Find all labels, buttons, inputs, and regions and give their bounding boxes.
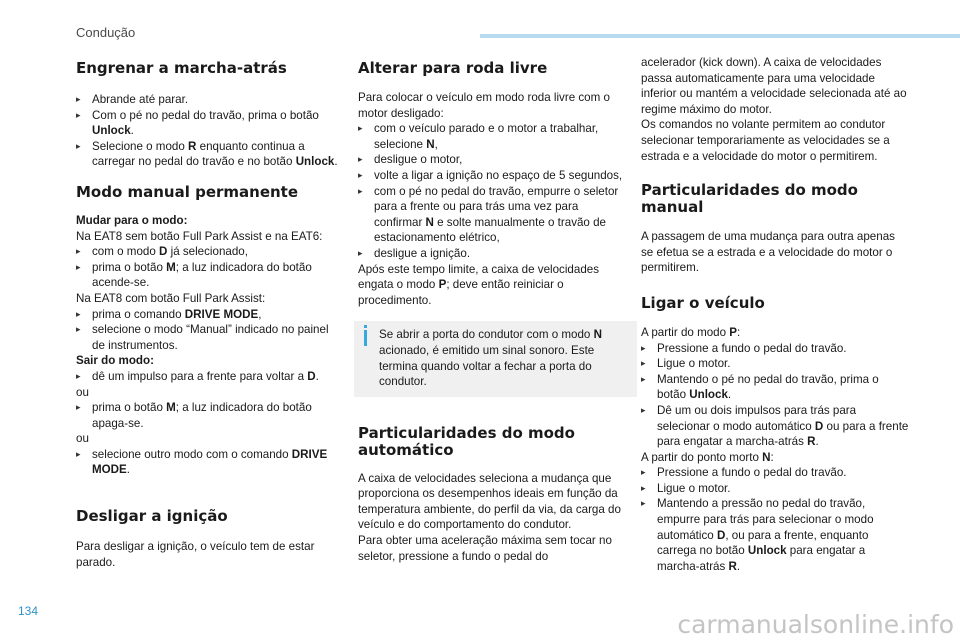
list-item: ▸ selecione outro modo com o comando DRIVE MODE. bbox=[76, 447, 344, 478]
heading-engrenar-marcha-atras: Engrenar a marcha-atrás bbox=[76, 59, 287, 77]
subheading: Mudar para o modo: bbox=[76, 213, 188, 227]
paragraph: Os comandos no volante permitem ao condutor selecionar temporariamente as velocidades se a estrada e a velocidade do motor o permitirem. bbox=[641, 118, 890, 163]
section-header: Condução bbox=[76, 25, 136, 40]
list-item: ▸ volte a ligar a ignição no espaço de 5 segundos, bbox=[358, 168, 626, 184]
heading-alterar-roda-livre: Alterar para roda livre bbox=[358, 59, 548, 77]
list-item: ▸ Dê um ou dois impulsos para trás para selecionar o modo automático D ou para a frente para engatar a marcha-atrás R. bbox=[641, 403, 909, 450]
paragraph: A partir do modo P: bbox=[641, 325, 741, 339]
paragraph: A passagem de uma mudança para outra apenas se efetua se a estrada e a velocidade do motor o permitirem. bbox=[641, 230, 895, 275]
list-item: ▸ Ligue o motor. bbox=[641, 481, 909, 497]
list-item: ▸ Pressione a fundo o pedal do travão. bbox=[641, 465, 909, 481]
list-item: ▸ dê um impulso para a frente para voltar a D. bbox=[76, 369, 344, 385]
list-item: ▸ desligue o motor, bbox=[358, 152, 626, 168]
list-item: ▸ desligue a ignição. bbox=[358, 246, 626, 262]
list-item: ▸ Pressione a fundo o pedal do travão. bbox=[641, 341, 909, 357]
heading-particularidades-modo-automatico: Particularidades do modo automático bbox=[358, 423, 575, 459]
list-item: ▸ Mantendo a pressão no pedal do travão, empurre para trás para selecionar o modo automático D, ou para a frente, enquanto carrega no botão Unlock para engatar a marcha-atrás R. bbox=[641, 496, 909, 574]
info-note-box bbox=[354, 321, 637, 396]
list-item: ▸ prima o botão M; a luz indicadora do botão apaga-se. bbox=[76, 400, 344, 431]
list-item: ▸ Abrande até parar. bbox=[76, 92, 344, 108]
info-icon bbox=[364, 330, 367, 346]
paragraph: ou bbox=[76, 385, 89, 399]
paragraph: Para colocar o veículo em modo roda livre com o motor desligado: bbox=[358, 91, 610, 120]
heading-particularidades-modo-manual: Particularidades do modo manual bbox=[641, 181, 858, 217]
header-rule bbox=[480, 34, 960, 38]
list-item: ▸ Mantendo o pé no pedal do travão, prima o botão Unlock. bbox=[641, 372, 909, 403]
paragraph: Na EAT8 sem botão Full Park Assist e na EAT6: bbox=[76, 229, 323, 243]
list-item: ▸ Selecione o modo R enquanto continua a carregar no pedal do travão e no botão Unlock. bbox=[76, 139, 344, 170]
paragraph: acelerador (kick down). A caixa de velocidades passa automaticamente para uma velocidade inferior ou mantém a velocidade selecionada até ao regime máximo do motor. bbox=[641, 56, 907, 116]
list-item: ▸ com o veículo parado e o motor a trabalhar, selecione N, bbox=[358, 121, 626, 152]
list-item: ▸ com o modo D já selecionado, bbox=[76, 244, 344, 260]
info-note-text: Se abrir a porta do condutor com o modo N acionado, é emitido um sinal sonoro. Este termina quando voltar a fechar a porta do condutor. bbox=[379, 328, 602, 389]
paragraph: Para obter uma aceleração máxima sem tocar no seletor, pressione a fundo o pedal do bbox=[358, 534, 612, 563]
subheading: Sair do modo: bbox=[76, 354, 154, 368]
list-item: ▸ prima o botão M; a luz indicadora do botão acende-se. bbox=[76, 260, 344, 291]
watermark: carmanualsonline.info bbox=[677, 610, 954, 639]
heading-desligar-ignicao: Desligar a ignição bbox=[76, 507, 228, 526]
column-left bbox=[76, 54, 344, 570]
paragraph: A caixa de velocidades seleciona a mudança que proporciona os desempenhos ideais em função da temperatura ambiente, do perfil da via, da carga do veículo e do comportamento do condutor. bbox=[358, 471, 621, 532]
paragraph: Na EAT8 com botão Full Park Assist: bbox=[76, 291, 266, 305]
page-number: 134 bbox=[18, 604, 39, 618]
paragraph: ou bbox=[76, 432, 89, 446]
list-item: ▸ prima o comando DRIVE MODE, bbox=[76, 307, 344, 323]
column-middle bbox=[358, 54, 626, 564]
list-item: ▸ com o pé no pedal do travão, empurre o seletor para a frente ou para trás uma vez para confirmar N e solte manualmente o travão de estacionamento elétrico, bbox=[358, 184, 626, 246]
list-item: ▸ selecione o modo “Manual” indicado no painel de instrumentos. bbox=[76, 322, 344, 353]
list-item: ▸ Com o pé no pedal do travão, prima o botão Unlock. bbox=[76, 108, 344, 139]
paragraph: A partir do ponto morto N: bbox=[641, 450, 774, 464]
heading-modo-manual-permanente: Modo manual permanente bbox=[76, 182, 299, 201]
paragraph: Para desligar a ignição, o veículo tem de estar parado. bbox=[76, 540, 315, 569]
column-right bbox=[641, 55, 909, 574]
list-item: ▸ Ligue o motor. bbox=[641, 356, 909, 372]
paragraph: Após este tempo limite, a caixa de velocidades engata o modo P; deve então reiniciar o procedimento. bbox=[358, 262, 600, 307]
heading-ligar-veiculo: Ligar o veículo bbox=[641, 293, 765, 312]
